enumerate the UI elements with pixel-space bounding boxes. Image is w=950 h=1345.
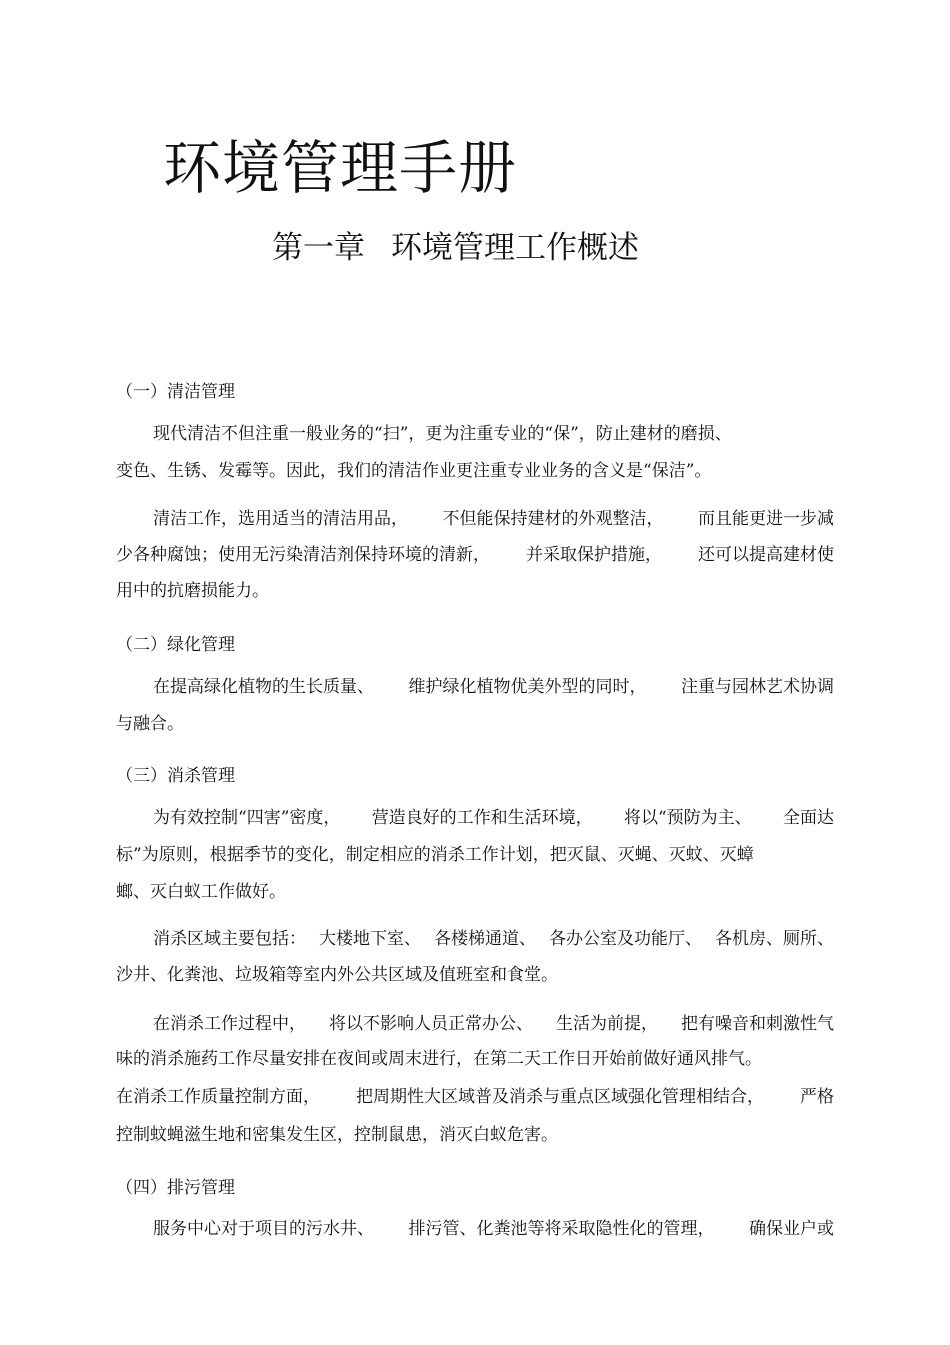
- paragraph-line: 变色、生锈、发霉等。因此，我们的清洁作业更注重专业业务的含义是“保洁”。: [116, 461, 712, 481]
- text-segment: 营造良好的工作和生活环境，: [371, 808, 593, 828]
- text-segment: 确保业户或: [749, 1219, 834, 1239]
- text-segment: 注重与园林艺术协调: [681, 677, 834, 697]
- paragraph-line: 与融合。: [116, 714, 184, 734]
- paragraph-line: 味的消杀施药工作尽量安排在夜间或周末进行，在第二天工作日开始前做好通风排气。: [116, 1049, 762, 1069]
- text-segment: 为有效控制“四害”密度，: [153, 808, 341, 828]
- text-segment: 各办公室及功能厅、: [549, 929, 702, 949]
- text-segment: 清洁工作，选用适当的清洁用品，: [153, 509, 408, 529]
- chapter-number: 第一章: [272, 230, 365, 266]
- section-heading-disinfection: （三）消杀管理: [116, 766, 235, 786]
- text-segment: 还可以提高建材使: [698, 545, 834, 565]
- text-segment: 把有噪音和刺激性气: [681, 1014, 834, 1034]
- text-segment: 维护绿化植物优美外型的同时，: [408, 677, 647, 697]
- paragraph-line: 标”为原则，根据季节的变化，制定相应的消杀工作计划，把灭鼠、灭蝇、灭蚊、灭蟑: [116, 845, 754, 865]
- text-segment: 在提高绿化植物的生长质量、: [153, 677, 374, 697]
- paragraph-line: [153, 676, 834, 698]
- text-segment: 生活为前提，: [556, 1014, 658, 1034]
- paragraph-line: [153, 807, 834, 829]
- text-segment: 并采取保护措施，: [526, 545, 662, 565]
- paragraph-line: [153, 1013, 834, 1035]
- section-heading-sewage: （四）排污管理: [116, 1178, 235, 1198]
- chapter-name: 环境管理工作概述: [391, 230, 639, 266]
- paragraph-line: 沙井、化粪池、垃圾箱等室内外公共区域及值班室和食堂。: [116, 965, 558, 985]
- text-segment: 在消杀工作过程中，: [153, 1014, 306, 1034]
- text-segment: 少各种腐蚀；使用无污染清洁剂保持环境的清新，: [116, 545, 490, 565]
- chapter-title: [272, 226, 639, 270]
- paragraph-line: [116, 544, 834, 566]
- paragraph-line: 螂、灭白蚁工作做好。: [116, 882, 286, 902]
- paragraph-line: [153, 1218, 834, 1240]
- text-segment: 服务中心对于项目的污水井、: [153, 1219, 374, 1239]
- paragraph-line: 现代清洁不但注重一般业务的“扫”，更为注重专业的“保”，防止建材的磨损、: [153, 424, 732, 444]
- paragraph-line: 控制蚊蝇滋生地和密集发生区，控制鼠患，消灭白蚁危害。: [116, 1125, 558, 1145]
- text-segment: 将以“预防为主、: [623, 808, 752, 828]
- text-segment: 将以不影响人员正常办公、: [329, 1014, 533, 1034]
- text-segment: 大楼地下室、: [319, 929, 421, 949]
- text-segment: 全面达: [782, 808, 834, 828]
- document-title: 环境管理手册: [163, 134, 518, 202]
- section-heading-cleaning: （一）清洁管理: [116, 382, 235, 402]
- text-segment: 不但能保持建材的外观整洁，: [442, 509, 664, 529]
- text-segment: 各楼梯通道、: [434, 929, 536, 949]
- text-segment: 把周期性大区域普及消杀与重点区域强化管理相结合，: [356, 1087, 764, 1107]
- text-segment: 在消杀工作质量控制方面，: [116, 1087, 320, 1107]
- paragraph-line: [116, 1086, 834, 1108]
- text-segment: 严格: [800, 1087, 834, 1107]
- text-segment: 排污管、化粪池等将采取隐性化的管理，: [408, 1219, 715, 1239]
- text-segment: 消杀区域主要包括：: [153, 929, 306, 949]
- text-segment: 各机房、厕所、: [715, 929, 834, 949]
- paragraph-line: [153, 928, 834, 950]
- section-heading-greening: （二）绿化管理: [116, 635, 235, 655]
- paragraph-line: [153, 508, 834, 530]
- text-segment: 而且能更进一步减: [698, 509, 834, 529]
- paragraph-line: 用中的抗磨损能力。: [116, 581, 269, 601]
